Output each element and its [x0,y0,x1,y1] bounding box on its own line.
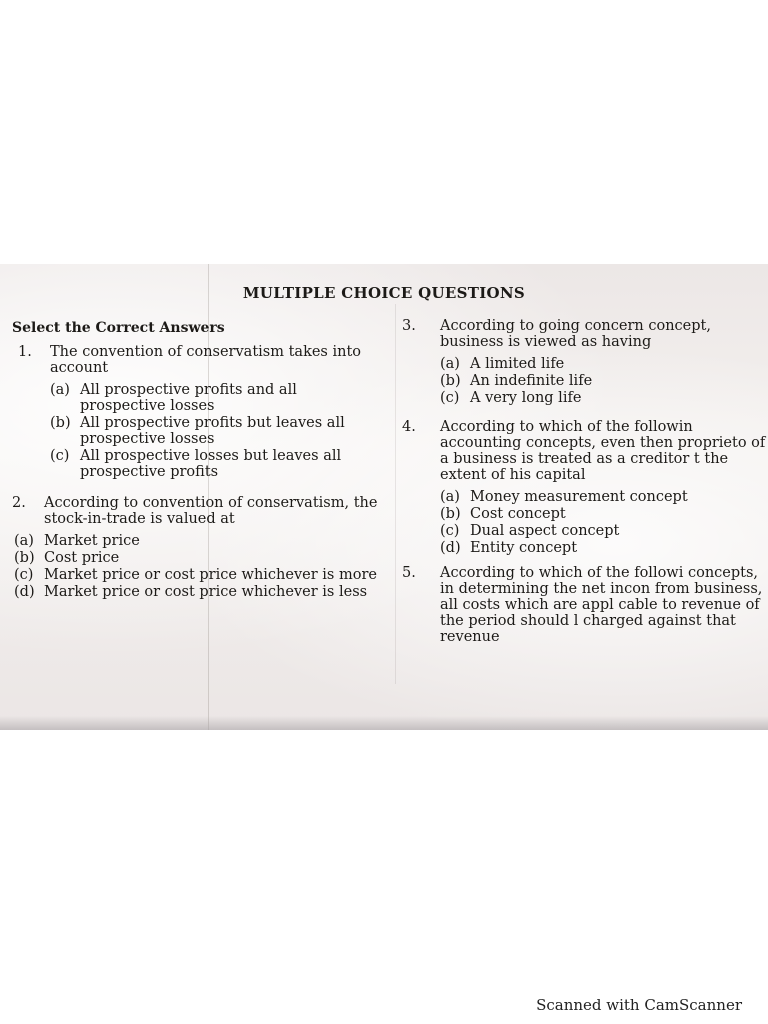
option-text: All prospective profits but leaves all prospective losses [80,415,345,447]
option-text: A very long life [470,390,582,406]
question-stem: According to which of the followin accounting concepts, even then proprieto of a business is treated as a creditor t the extent of his capital [440,419,766,483]
question-stem: The convention of conservatism takes into account [50,344,362,376]
option [14,533,382,549]
option [440,540,768,556]
left-column [12,320,382,609]
option-list [440,356,768,406]
scanned-page [0,264,768,730]
option-text: Dual aspect concept [470,523,620,539]
option [14,584,382,600]
option [14,567,382,583]
question-number: 2. [12,495,26,511]
option [440,373,768,389]
question-number: 5. [402,565,416,581]
question-stem: According to which of the followi concepts, in determining the net incon from business, all costs which are appl cable to revenue of the period should l charged against that revenue [440,565,763,645]
option-letter: (c) [50,448,70,464]
option [440,356,768,372]
option-text: Entity concept [470,540,578,556]
option [440,523,768,539]
option-letter: (b) [50,415,71,431]
option-letter: (a) [50,382,70,398]
option-text: Money measurement concept [470,489,688,505]
page-heading: MULTIPLE CHOICE QUESTIONS [242,284,526,302]
option-letter: (a) [440,489,460,505]
question-2 [12,495,382,601]
section-title: Select the Correct Answers [12,320,225,336]
option [50,382,382,414]
option-letter: (d) [440,540,461,556]
option-letter: (b) [440,373,461,389]
option-letter: (d) [14,584,35,600]
option [440,390,768,406]
option-text: All prospective profits and all prospective losses [80,382,297,414]
page-edge-shadow [0,716,768,730]
option-letter: (c) [14,567,34,583]
option-text: Market price [44,533,140,549]
question-4 [402,419,768,557]
scanner-watermark: Scanned with CamScanner [536,996,742,1014]
question-number: 3. [402,318,416,334]
option-letter: (a) [14,533,34,549]
option-letter: (b) [440,506,461,522]
question-number: 1. [18,344,32,360]
option-letter: (a) [440,356,460,372]
question-stem: According to going concern concept, business is viewed as having [440,318,711,350]
option-text: All prospective losses but leaves all prospective profits [80,448,342,480]
option [440,506,768,522]
question-1 [12,344,382,481]
question-stem: According to convention of conservatism, the stock-in-trade is valued at [44,495,378,527]
option-text: An indefinite life [470,373,593,389]
option-text: Cost concept [470,506,566,522]
option-letter: (c) [440,390,460,406]
paper-crease [395,304,396,684]
option-list [14,533,382,600]
option [14,550,382,566]
option-list [50,382,382,480]
option-text: Market price or cost price whichever is less [44,584,368,600]
question-number: 4. [402,419,416,435]
option-text: Market price or cost price whichever is more [44,567,377,583]
right-column [402,318,768,659]
option [440,489,768,505]
option-list [440,489,768,556]
question-5 [402,565,768,651]
option-text: A limited life [470,356,565,372]
question-3 [402,318,768,407]
option-letter: (c) [440,523,460,539]
option-letter: (b) [14,550,35,566]
option-text: Cost price [44,550,120,566]
option [50,448,382,480]
option [50,415,382,447]
